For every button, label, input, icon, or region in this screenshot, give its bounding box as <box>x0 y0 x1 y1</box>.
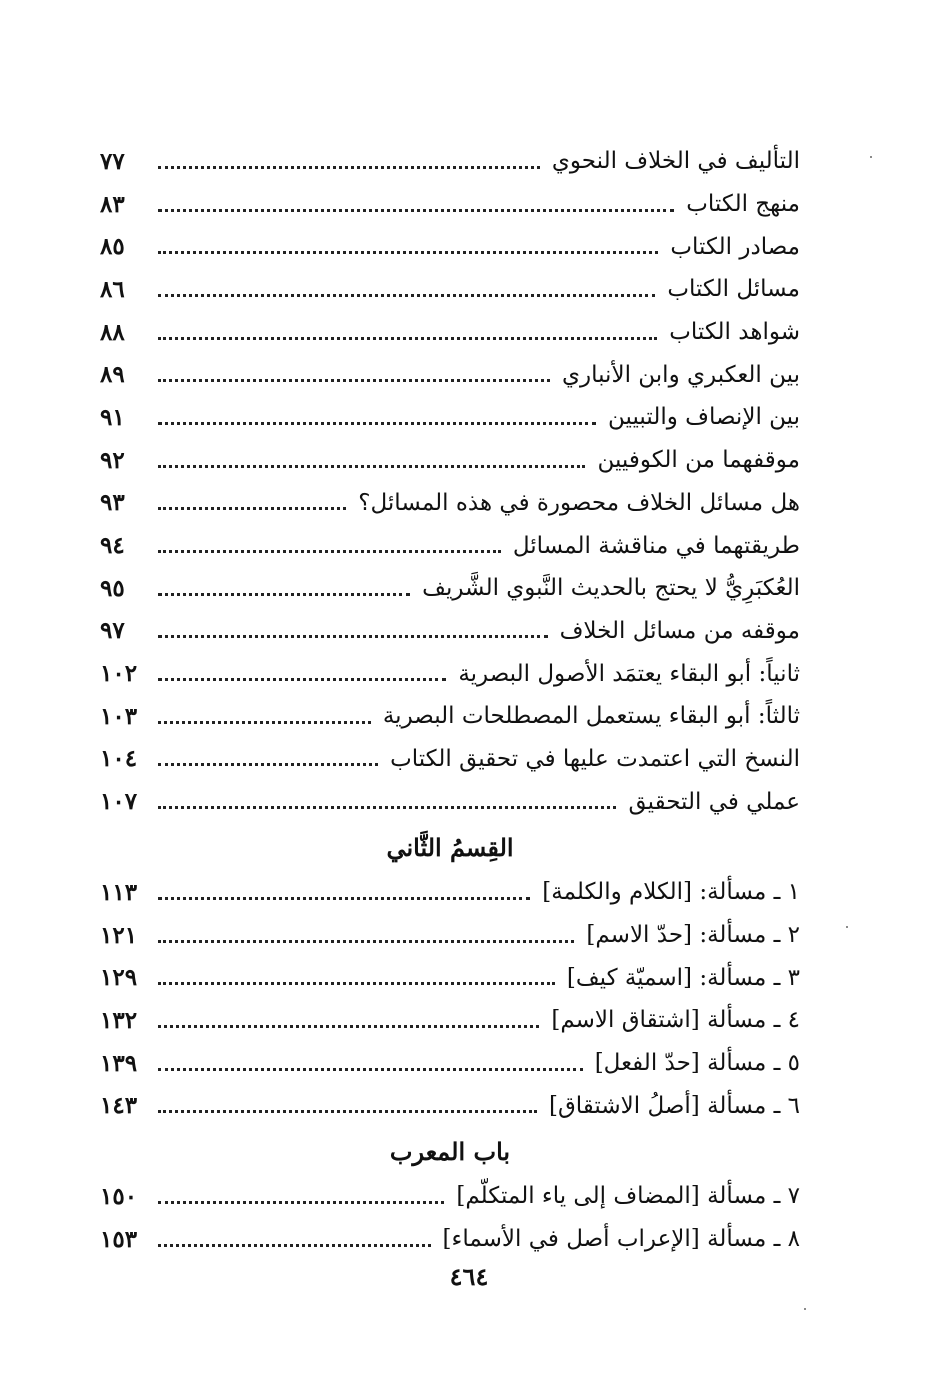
toc-entry <box>100 353 800 396</box>
toc-entry-page-number: ١٤٣ <box>100 1092 138 1120</box>
dot-leader <box>158 591 410 596</box>
page-number: ٤٦٤ <box>449 1262 489 1291</box>
toc-entry-title: ٧ ـ مسألة [المضاف إلى ياء المتكلّم] <box>450 1183 800 1209</box>
toc-entry-page-number: ١٠٤ <box>100 745 138 773</box>
toc-entry <box>100 482 800 525</box>
dot-leader <box>158 463 585 468</box>
dot-leader <box>158 335 657 340</box>
toc-entry-page-number: ١٠٧ <box>100 788 138 816</box>
toc-entry-page-number: ١٠٣ <box>100 702 138 730</box>
toc-entry <box>100 268 800 311</box>
toc-entry-title: مصادر الكتاب <box>664 234 800 260</box>
toc-entry-title: ثانياً: أبو البقاء يعتمَد الأصول البصرية <box>452 661 800 687</box>
toc-entry-title: منهج الكتاب <box>680 191 800 217</box>
section-heading-mu3rab: باب المعرب <box>389 1136 511 1166</box>
dot-leader <box>158 1108 537 1113</box>
toc-entry <box>100 140 800 183</box>
dot-leader <box>158 1023 539 1028</box>
scan-speck <box>846 926 848 928</box>
toc-entry-title: التأليف في الخلاف النحوي <box>546 148 800 174</box>
dot-leader <box>158 1199 444 1204</box>
toc-entry-page-number: ١٢١ <box>100 921 138 949</box>
toc-entry <box>100 780 800 823</box>
toc-entry-title: عملي في التحقيق <box>622 789 800 815</box>
dot-leader <box>158 207 674 212</box>
dot-leader <box>158 761 378 766</box>
dot-leader <box>158 420 596 425</box>
toc-entry-title: بين الإنصاف والتبيين <box>602 404 800 430</box>
toc-entry <box>100 311 800 354</box>
toc-entry <box>100 738 800 781</box>
toc-entry-page-number: ١٥٠ <box>100 1182 138 1210</box>
toc-entry-title: ٨ ـ مسألة [الإعراب أصل في الأسماء] <box>437 1226 800 1252</box>
toc-entry <box>100 396 800 439</box>
toc-entry-page-number: ٩١ <box>100 403 125 431</box>
toc-entry-title: طريقتهما في مناقشة المسائل <box>507 533 800 559</box>
dot-leader <box>158 676 446 681</box>
toc-entry-page-number: ٩٢ <box>100 446 125 474</box>
toc-entry-title: موقفه من مسائل الخلاف <box>554 618 800 644</box>
toc-entry-title: ٣ ـ مسألة: [اسميّة كيف] <box>561 965 800 991</box>
toc-entry-page-number: ١٣٩ <box>100 1049 138 1077</box>
toc-entry-title: ٤ ـ مسألة [اشتقاق الاسم] <box>545 1007 800 1033</box>
dot-leader <box>158 804 616 809</box>
toc-entry-title: ٢ ـ مسألة: [حدّ الاسم] <box>580 922 800 948</box>
toc-entry-title: مسائل الكتاب <box>661 276 800 302</box>
section-heading-part-two: القِسمُ الثَّاني <box>386 832 514 862</box>
toc-entry-title: العُكبَرِيُّ لا يحتج بالحديث النَّبوي الشَّريف <box>416 575 800 601</box>
dot-leader <box>158 505 346 510</box>
toc-entry-page-number: ٨٨ <box>100 318 125 346</box>
dot-leader <box>158 164 540 169</box>
toc-entry <box>100 999 800 1042</box>
toc-entry-page-number: ٩٧ <box>100 617 125 645</box>
toc-entry <box>100 956 800 999</box>
toc-entry-title: هل مسائل الخلاف محصورة في هذه المسائل؟ <box>352 490 800 516</box>
toc-entry <box>100 439 800 482</box>
dot-leader <box>158 1242 431 1247</box>
toc-entry <box>100 225 800 268</box>
toc-entry <box>100 1175 800 1218</box>
toc-entry <box>100 1218 800 1261</box>
toc-entry-page-number: ٨٥ <box>100 233 125 261</box>
dot-leader <box>158 1066 583 1071</box>
toc-entry-title: ٦ ـ مسألة [أصلُ الاشتقاق] <box>543 1093 800 1119</box>
toc-entry-page-number: ٩٣ <box>100 489 125 517</box>
toc-part-1 <box>100 140 800 823</box>
toc-entry-title: بين العكبري وابن الأنباري <box>556 362 800 388</box>
toc-entry-page-number: ١٢٩ <box>100 964 138 992</box>
dot-leader <box>158 719 371 724</box>
toc-entry <box>100 914 800 957</box>
toc-part-2 <box>100 871 800 1127</box>
table-of-contents <box>100 140 800 1261</box>
scan-speck <box>804 1308 806 1310</box>
toc-entry-page-number: ١٠٢ <box>100 660 138 688</box>
toc-entry-page-number: ٧٧ <box>100 147 125 175</box>
toc-entry <box>100 652 800 695</box>
toc-entry <box>100 1084 800 1127</box>
dot-leader <box>158 548 501 553</box>
dot-leader <box>158 633 548 638</box>
toc-entry-page-number: ٩٤ <box>100 532 125 560</box>
toc-entry <box>100 1042 800 1085</box>
toc-entry <box>100 610 800 653</box>
toc-entry <box>100 871 800 914</box>
toc-entry-title: موقفهما من الكوفيين <box>591 447 800 473</box>
toc-entry-page-number: ١٣٢ <box>100 1006 138 1034</box>
toc-entry-page-number: ١٥٣ <box>100 1225 138 1253</box>
dot-leader <box>158 980 555 985</box>
dot-leader <box>158 292 655 297</box>
toc-part-3 <box>100 1175 800 1260</box>
toc-entry <box>100 524 800 567</box>
dot-leader <box>158 938 574 943</box>
dot-leader <box>158 895 530 900</box>
toc-entry-page-number: ٩٥ <box>100 574 125 602</box>
toc-entry-page-number: ٨٣ <box>100 190 125 218</box>
toc-entry <box>100 695 800 738</box>
toc-entry-title: شواهد الكتاب <box>663 319 800 345</box>
toc-entry-page-number: ١١٣ <box>100 878 138 906</box>
dot-leader <box>158 377 550 382</box>
toc-entry <box>100 183 800 226</box>
toc-entry <box>100 567 800 610</box>
toc-entry-page-number: ٨٦ <box>100 275 125 303</box>
toc-entry-title: ١ ـ مسألة: [الكلام والكلمة] <box>536 879 800 905</box>
dot-leader <box>158 249 658 254</box>
toc-entry-page-number: ٨٩ <box>100 361 125 389</box>
toc-entry-title: ثالثاً: أبو البقاء يستعمل المصطلحات البصرية <box>377 703 800 729</box>
toc-entry-title: ٥ ـ مسألة [حدّ الفعل] <box>589 1050 800 1076</box>
scan-speck <box>870 156 872 158</box>
toc-entry-title: النسخ التي اعتمدت عليها في تحقيق الكتاب <box>384 746 800 772</box>
